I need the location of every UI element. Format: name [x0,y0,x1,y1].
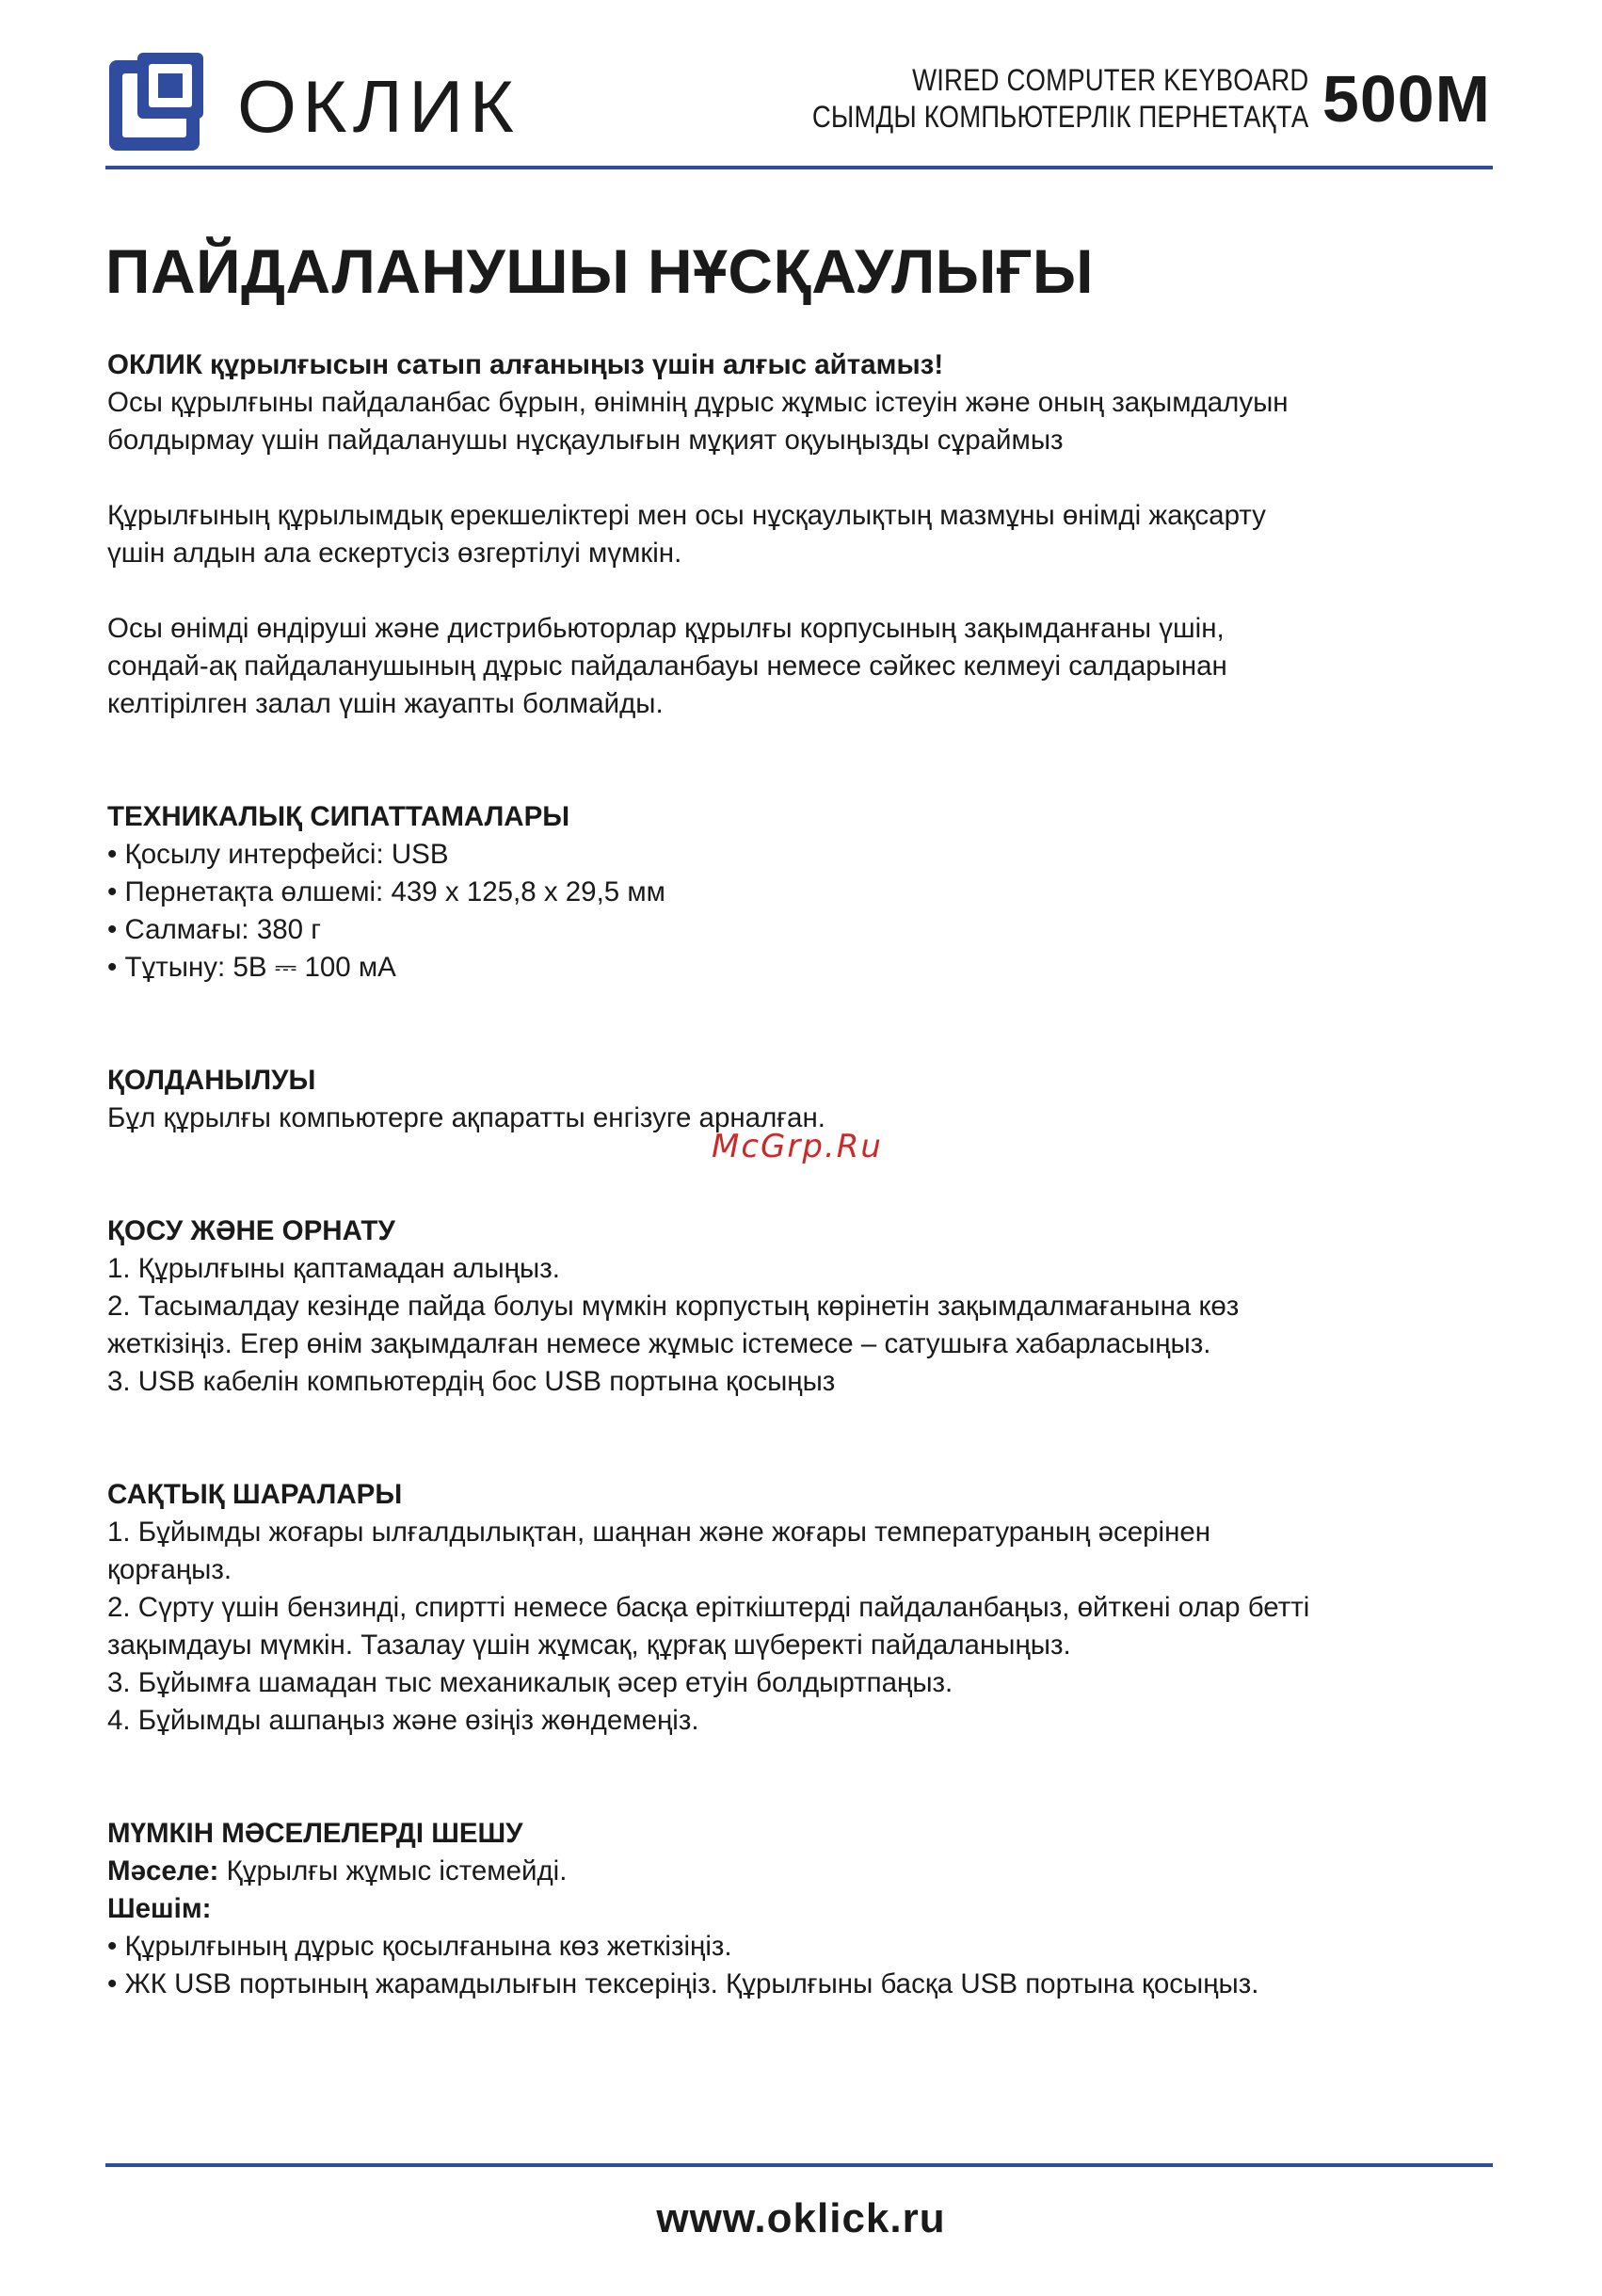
safety-line: 2. Сүрту үшін бензинді, спиртті немесе басқа еріткіштерді пайдаланбаңыз, өйткені олар бетті [107,1592,1310,1623]
intro-text: Осы құрылғыны пайдаланбас бұрын, өнімнің дұрыс жұмыс істеуін және оның зақымдалуын [107,387,1289,418]
safety-line: қорғаңыз. [107,1554,232,1585]
model-number: 500M [1322,62,1491,136]
manual-body [107,346,1500,2003]
usage-text: Бұл құрылғы компьютерге ақпаратты енгізуге арналған. [107,1102,825,1133]
intro-text: үшін алдын ала ескертусіз өзгертілуі мүмкін. [107,538,682,569]
intro-thanks: ОКЛИК құрылғысын сатып алғаныңыз үшін алғыс айтамыз! [107,349,944,380]
setup-line: 2. Тасымалдау кезінде пайда болуы мүмкін корпустың көрінетін зақымдалмағанына көз [107,1291,1240,1322]
setup-heading: ҚОСУ ЖӘНЕ ОРНАТУ [107,1215,395,1246]
solution-label: Шешім: [107,1893,212,1924]
safety-heading: САҚТЫҚ ШАРАЛАРЫ [107,1479,403,1510]
product-header [731,62,1491,136]
intro-text: келтірілген залал үшін жауапты болмайды. [107,688,664,719]
logo-wordmark: ОКЛИК [237,65,520,148]
spec-item: • Тұтыну: 5В ⎓ 100 мА [107,952,396,983]
safety-line: зақымдауы мүмкін. Тазалау үшін жұмсақ, құрғақ шүберекті пайдаланыңыз. [107,1630,1071,1661]
troubleshooting-heading: МҮМКІН МӘСЕЛЕЛЕРДІ ШЕШУ [107,1818,523,1849]
problem-label: Мәселе: [107,1855,219,1887]
problem-line [107,1853,1500,1890]
setup-line: 1. Құрылғыны қаптамадан алыңыз. [107,1253,560,1284]
spec-item: • Қосылу интерфейсі: USB [107,839,449,870]
usage-heading: ҚОЛДАНЫЛУЫ [107,1065,316,1096]
solution-item: • Құрылғының дұрыс қосылғанына көз жеткізіңіз. [107,1931,732,1962]
setup-line: 3. USB кабелін компьютердің бос USB портына қосыңыз [107,1366,836,1397]
footer-divider [105,2163,1493,2167]
problem-text: Құрылғы жұмыс істемейді. [226,1855,568,1887]
intro-text: болдырмау үшін пайдаланушы нұсқаулығын мұқият оқуыңызды сұраймыз [107,425,1064,456]
solution-item: • ЖК USB портының жарамдылығын тексеріңіз. Құрылғыны басқа USB портына қосыңыз. [107,1968,1259,1999]
specs-heading: ТЕХНИКАЛЫҚ СИПАТТАМАЛАРЫ [107,801,570,832]
spec-item: • Салмағы: 380 г [107,914,321,945]
watermark: McGrp.Ru [712,1128,883,1165]
product-name-en: WIRED COMPUTER KEYBOARD [912,63,1309,97]
page-title: ПАЙДАЛАНУШЫ НҰСҚАУЛЫҒЫ [105,236,1094,306]
intro-text: Осы өнімді өндіруші және дистрибьюторлар құрылғы корпусының зақымданғаны үшін, [107,613,1225,644]
website-link[interactable]: www.oklick.ru [656,2195,946,2241]
safety-line: 4. Бұйымды ашпаңыз және өзіңіз жөндемеңіз. [107,1705,699,1736]
product-name-kz: СЫМДЫ КОМПЬЮТЕРЛІК ПЕРНЕТАҚТА [812,100,1309,134]
safety-line: 1. Бұйымды жоғары ылғалдылықтан, шаңнан және жоғары температураның әсерінен [107,1517,1211,1548]
setup-line: жеткізіңіз. Егер өнім зақымдалған немесе жұмыс істемесе – сатушыға хабарласыңыз. [107,1328,1211,1359]
spec-item: • Пернетақта өлшемі: 439 х 125,8 х 29,5 мм [107,876,665,907]
intro-text: Құрылғының құрылымдық ерекшеліктері мен осы нұсқаулықтың мазмұны өнімді жақсарту [107,500,1266,531]
intro-text: сондай-ақ пайдаланушының дұрыс пайдаланбауы немесе сәйкес келмеуі салдарынан [107,650,1227,682]
safety-line: 3. Бұйымға шамадан тыс механикалық әсер етуін болдыртпаңыз. [107,1667,953,1698]
oklick-logo [105,53,538,156]
header-divider [105,166,1493,169]
logo-mark-icon [109,53,203,151]
